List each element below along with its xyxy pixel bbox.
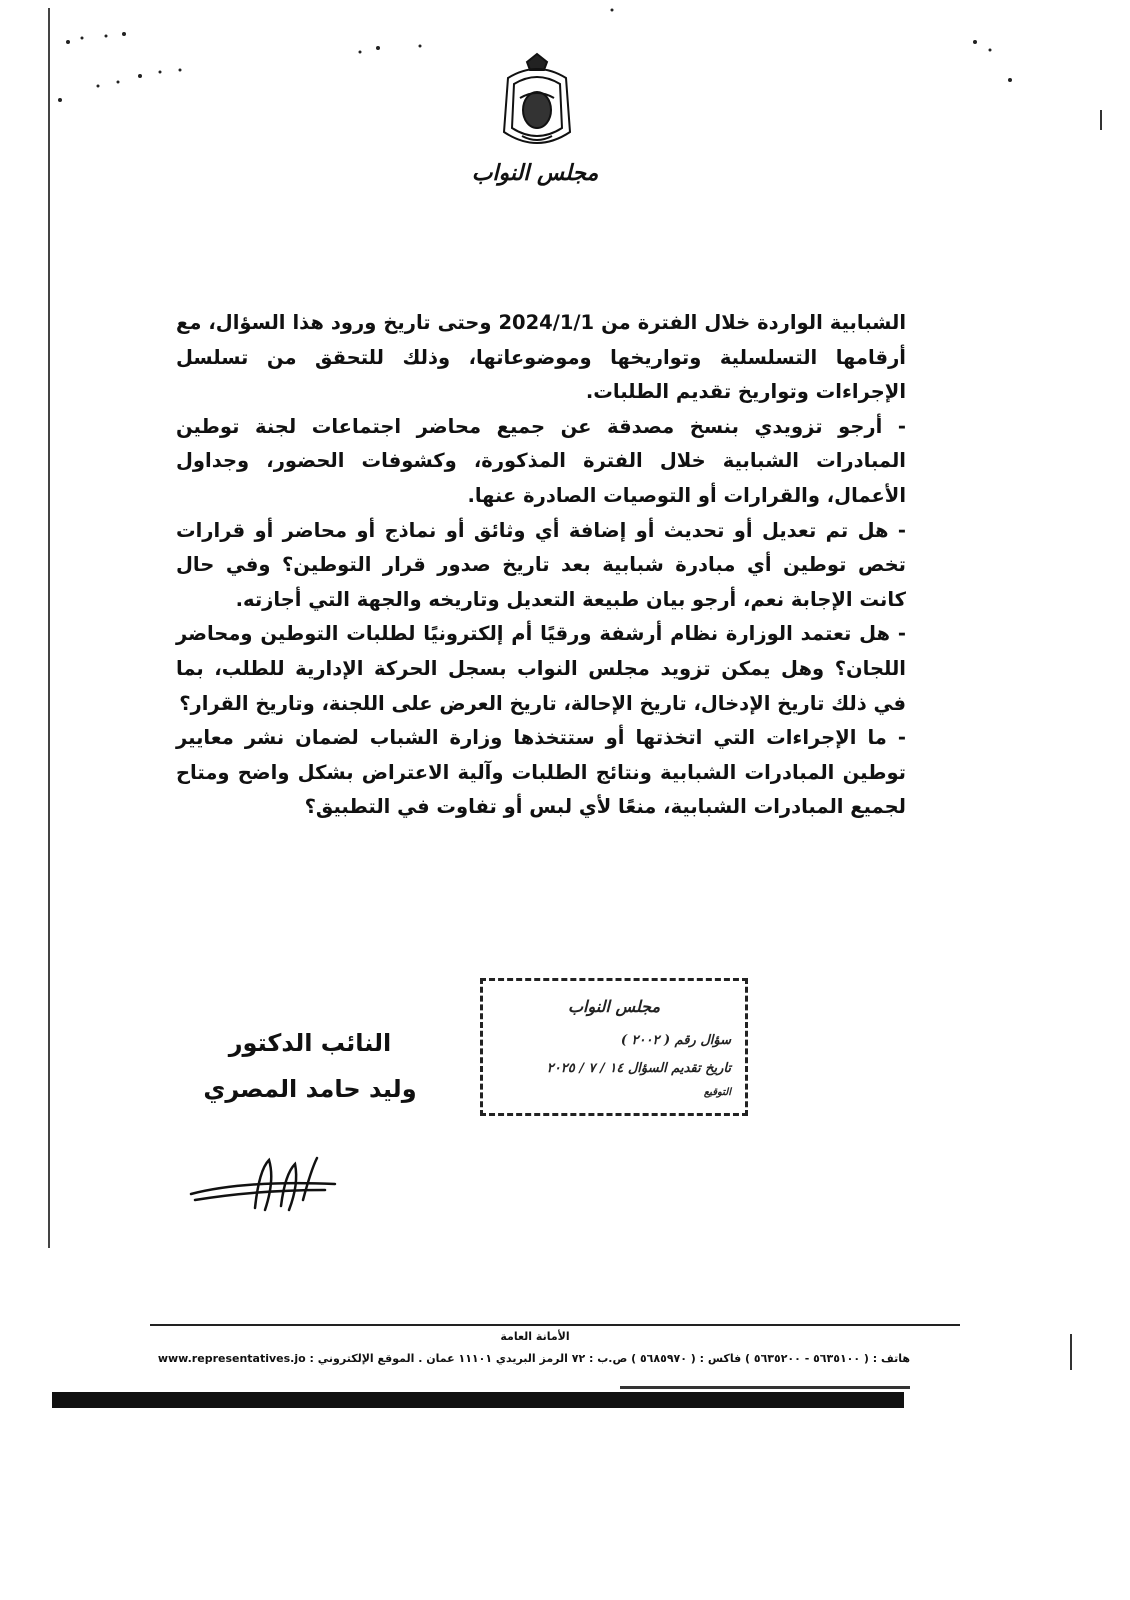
signatory-block: [180, 1020, 440, 1112]
stamp-date: تاريخ تقديم السؤال ١٤ / ٧ / ٢٠٢٥: [546, 1061, 731, 1076]
footer-thin-rule: [620, 1386, 910, 1389]
signatory-title: النائب الدكتور: [228, 1029, 392, 1057]
handwritten-signature: [185, 1150, 345, 1230]
registration-stamp: [480, 978, 748, 1116]
body-paragraph: - هل تم تعديل أو تحديث أو إضافة أي وثائق أو نماذج أو محاضر أو قرارات تخص توطين أي مبادرة شبابية بعد تاريخ صدور قرار التوطين؟ وفي حال كانت الإجابة نعم، أرجو بيان طبيعة التعديل وتاريخه والجهة التي أجازته.: [176, 518, 906, 611]
footer-divider: [150, 1324, 960, 1326]
footer-contact-line: [157, 1352, 910, 1365]
footer-bar: [52, 1392, 904, 1408]
council-name-logo: مجلس النواب: [471, 160, 599, 186]
jordan-coat-of-arms-icon: [492, 48, 582, 158]
body-paragraph: - هل تعتمد الوزارة نظام أرشفة ورقيًا أم إلكترونيًا لطلبات التوطين ومحاضر اللجان؟ وهل يمكن تزويد مجلس النواب بسجل الحركة الإدارية للطلب، بما في ذلك تاريخ الإدخال، تاريخ الإحالة، تاريخ العرض على اللجنة، وتاريخ القرار؟: [176, 622, 906, 715]
footer-contact-text: هاتف : ( ٥٦٣٥١٠٠ - ٥٦٣٥٢٠٠ ) فاكس : ( ٥٦٨٥٩٧٠ ) ص.ب : ٧٢ الرمز البريدي ١١١٠١ عمان . الموقع الإلكتروني :: [309, 1352, 910, 1365]
footer-website: www.representatives.jo: [157, 1352, 306, 1365]
stamp-question-number: سؤال رقم ( ٢٠٠٢ ): [620, 1033, 731, 1048]
stamp-signature-line: التوقيع: [703, 1087, 731, 1098]
body-paragraph: الشبابية الواردة خلال الفترة من 2024/1/1 وحتى تاريخ ورود هذا السؤال، مع أرقامها التسلسلية وتواريخها وموضوعاتها، وذلك للتحقق من تسلسل الإجراءات وتواريخ تقديم الطلبات.: [176, 311, 907, 404]
body-paragraph: - أرجو تزويدي بنسخ مصدقة عن جميع محاضر اجتماعات لجنة توطين المبادرات الشبابية خلال الفترة المذكورة، وكشوفات الحضور، وجداول الأعمال، والقرارات أو التوصيات الصادرة عنها.: [176, 414, 906, 507]
scan-edge-left: [48, 8, 50, 1248]
footer-label: الأمانة العامة: [500, 1330, 570, 1343]
body-paragraph: - ما الإجراءات التي اتخذتها أو ستتخذها وزارة الشباب لضمان نشر معايير توطين المبادرات الشبابية ونتائج الطلبات وآلية الاعتراض بشكل واضح ومتاح لجميع المبادرات الشبابية، منعًا لأي لبس أو تفاوت في التطبيق؟: [176, 726, 906, 819]
stamp-title: مجلس النواب: [567, 997, 661, 1016]
letter-body: [176, 306, 906, 825]
footer-mark: [1070, 1334, 1072, 1370]
signatory-name: وليد حامد المصري: [203, 1075, 417, 1103]
